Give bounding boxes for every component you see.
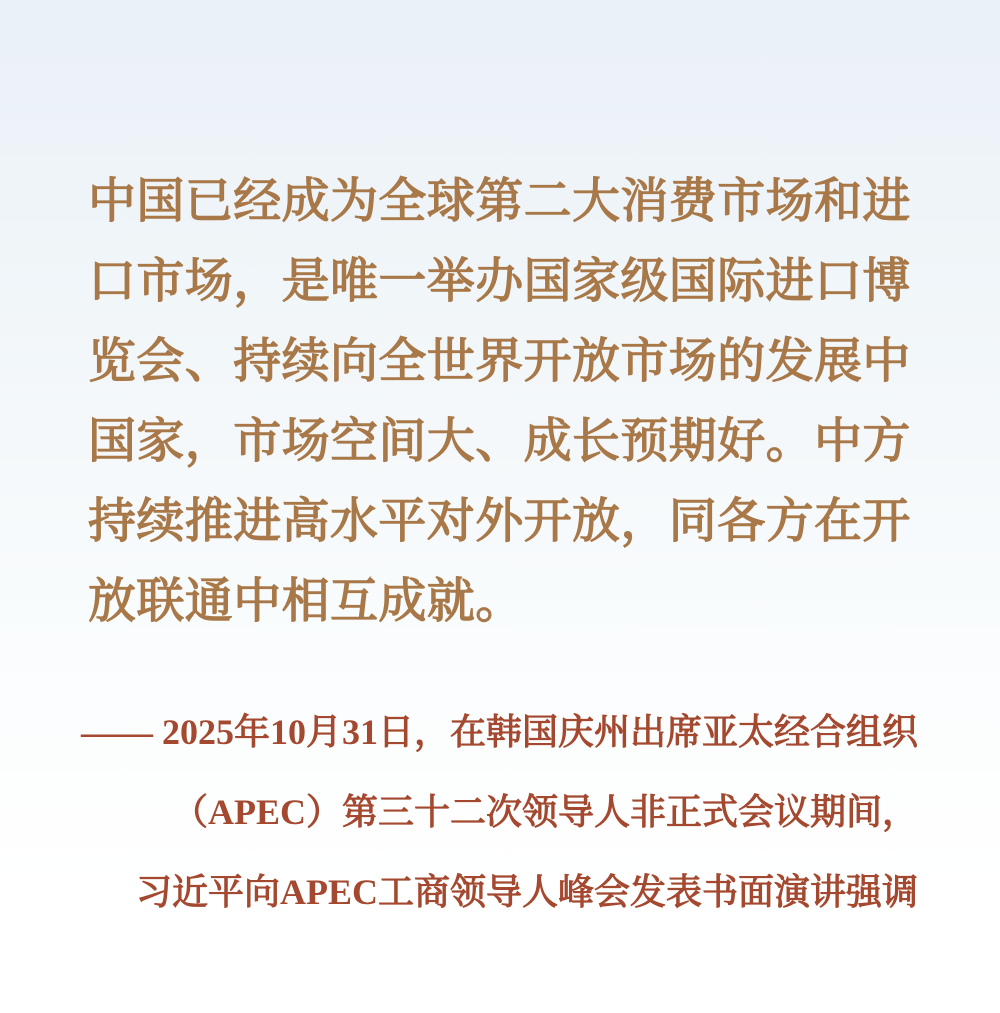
- quote-line: 口市场，是唯一举办国家级国际进口博: [88, 255, 911, 308]
- quote-line: 览会、持续向全世界开放市场的发展中: [88, 335, 911, 388]
- attribution: [78, 692, 918, 932]
- quote-line: 持续推进高水平对外开放，同各方在开: [88, 495, 911, 548]
- quote-line: 放联通中相互成就。: [88, 575, 524, 628]
- quote-line: 中国已经成为全球第二大消费市场和进: [88, 175, 911, 228]
- attribution-line-meeting: （APEC）第三十二次领导人非正式会议期间，: [172, 792, 918, 832]
- attribution-line-speaker: 习近平向APEC工商领导人峰会发表书面演讲强调: [136, 872, 918, 912]
- quote-line: 国家，市场空间大、成长预期好。中方: [88, 415, 911, 468]
- quote-text: [88, 162, 918, 642]
- attribution-line-date-event: —— 2025年10月31日，在韩国庆州出席亚太经合组织: [80, 712, 918, 752]
